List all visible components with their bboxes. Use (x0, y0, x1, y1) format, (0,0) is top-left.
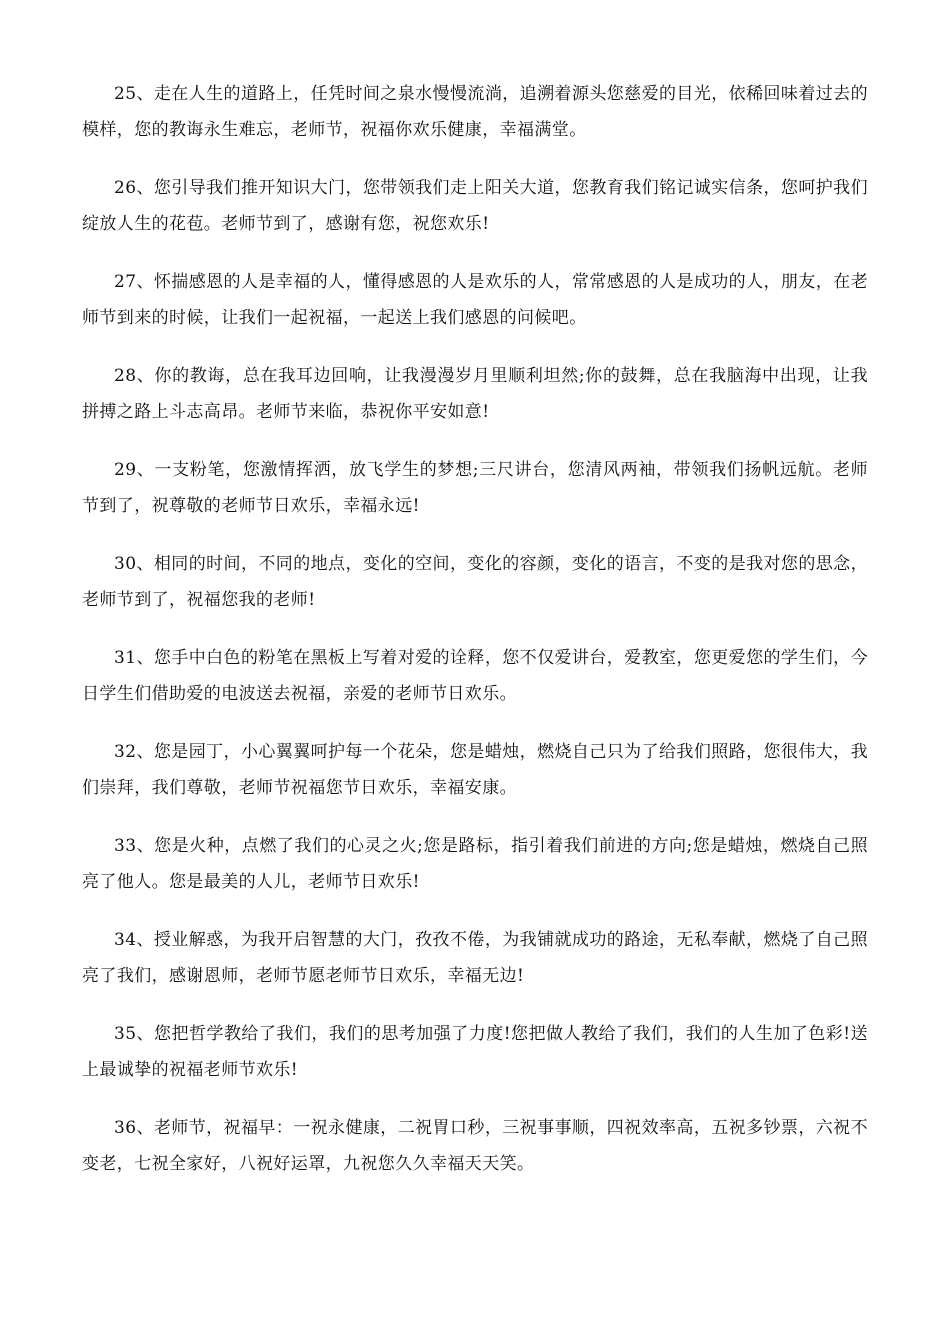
document-body (82, 76, 868, 1204)
paragraph-26: 26、您引导我们推开知识大门，您带领我们走上阳关大道，您教育我们铭记诚实信条，您呵护我们绽放人生的花苞。老师节到了，感谢有您，祝您欢乐! (82, 178, 868, 234)
paragraph-32: 32、您是园丁，小心翼翼呵护每一个花朵，您是蜡烛，燃烧自己只为了给我们照路，您很伟大，我们崇拜，我们尊敬，老师节祝福您节日欢乐，幸福安康。 (82, 742, 868, 798)
paragraph-33: 33、您是火种，点燃了我们的心灵之火;您是路标，指引着我们前进的方向;您是蜡烛，燃烧自己照亮了他人。您是最美的人儿，老师节日欢乐! (82, 836, 868, 892)
paragraph-27: 27、怀揣感恩的人是幸福的人，懂得感恩的人是欢乐的人，常常感恩的人是成功的人，朋友，在老师节到来的时候，让我们一起祝福，一起送上我们感恩的问候吧。 (82, 272, 868, 328)
paragraph-36: 36、老师节，祝福早：一祝永健康，二祝胃口秒，三祝事事顺，四祝效率高，五祝多钞票，六祝不变老，七祝全家好，八祝好运罩，九祝您久久幸福天天笑。 (82, 1118, 868, 1174)
paragraph-28: 28、你的教诲，总在我耳边回响，让我漫漫岁月里顺利坦然;你的鼓舞，总在我脑海中出现，让我拼搏之路上斗志高昂。老师节来临，恭祝你平安如意! (82, 366, 868, 422)
paragraph-25: 25、走在人生的道路上，任凭时间之泉水慢慢流淌，追溯着源头您慈爱的目光，依稀回味着过去的模样，您的教诲永生难忘，老师节，祝福你欢乐健康，幸福满堂。 (82, 84, 868, 140)
paragraph-31: 31、您手中白色的粉笔在黑板上写着对爱的诠释，您不仅爱讲台，爱教室，您更爱您的学生们，今日学生们借助爱的电波送去祝福，亲爱的老师节日欢乐。 (82, 648, 868, 704)
paragraph-30: 30、相同的时间，不同的地点，变化的空间，变化的容颜，变化的语言，不变的是我对您的思念，老师节到了，祝福您我的老师! (82, 554, 868, 610)
paragraph-34: 34、授业解惑，为我开启智慧的大门，孜孜不倦，为我铺就成功的路途，无私奉献，燃烧了自己照亮了我们，感谢恩师，老师节愿老师节日欢乐，幸福无边! (82, 930, 868, 986)
paragraph-35: 35、您把哲学教给了我们，我们的思考加强了力度!您把做人教给了我们，我们的人生加了色彩!送上最诚挚的祝福老师节欢乐! (82, 1024, 868, 1080)
paragraph-29: 29、一支粉笔，您激情挥洒，放飞学生的梦想;三尺讲台，您清风两袖，带领我们扬帆远航。老师节到了，祝尊敬的老师节日欢乐，幸福永远! (82, 460, 868, 516)
